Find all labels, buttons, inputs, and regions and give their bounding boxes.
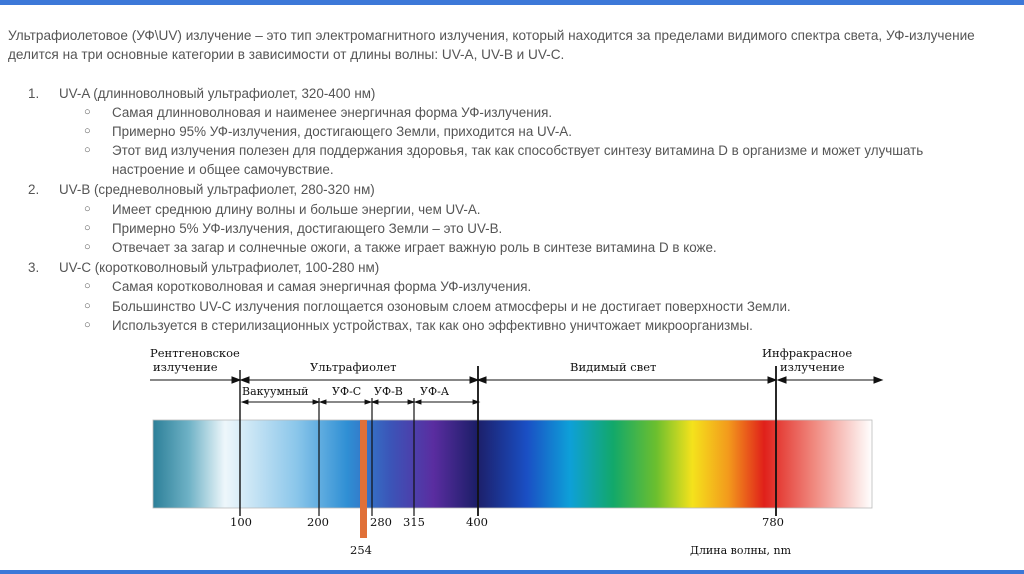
sub-item-text: Примерно 95% УФ-излучения, достигающего Земли, приходится на UV-A. xyxy=(112,124,572,139)
sub-item-text: Большинство UV-C излучения поглощается озоновым слоем атмосферы и не достигает поверхности Земли. xyxy=(112,299,791,314)
bullet-icon: ○ xyxy=(84,203,91,215)
bullet-icon: ○ xyxy=(84,280,91,292)
sub-arrows xyxy=(242,400,479,404)
bullet-icon: ○ xyxy=(84,222,91,234)
bullet-icon: ○ xyxy=(84,144,91,156)
sub-item-text: Имеет среднюю длину волны и больше энергии, чем UV-A. xyxy=(112,202,481,217)
list-number: 3. xyxy=(28,260,40,275)
category-title: UV-C (коротковолновый ультрафиолет, 100-280 нм) xyxy=(59,260,380,275)
marker-254-bar xyxy=(360,420,367,538)
sub-item-text: Этот вид излучения полезен для поддержания здоровья, так как способствует синтезу витамина D в организме и может улучшать настроение и общее самочувствие. xyxy=(112,143,924,177)
label-uvb: УФ-В xyxy=(374,385,403,398)
tick-400: 400 xyxy=(466,515,488,529)
axis-label: Длина волны, nm xyxy=(690,544,792,557)
tick-280: 280 xyxy=(370,515,392,529)
list-number: 1. xyxy=(28,86,40,101)
top-accent-bar xyxy=(0,0,1024,5)
category-title: UV-B (средневолновый ультрафиолет, 280-320 нм) xyxy=(59,182,375,197)
label-ir: Инфракрасное xyxy=(762,346,853,360)
bullet-icon: ○ xyxy=(84,300,91,312)
sub-item-text: Примерно 5% УФ-излучения, достигающего Земли – это UV-B. xyxy=(112,221,503,236)
label-uv: Ультрафиолет xyxy=(310,360,397,374)
bullet-icon: ○ xyxy=(84,125,91,137)
bullet-icon: ○ xyxy=(84,106,91,118)
label-visible: Видимый свет xyxy=(570,360,657,374)
label-uvc: УФ-С xyxy=(332,385,362,398)
bullet-icon: ○ xyxy=(84,319,91,331)
tick-200: 200 xyxy=(307,515,329,529)
label-uva: УФ-А xyxy=(420,385,450,398)
intro-paragraph: Ультрафиолетовое (УФ\UV) излучение – это тип электромагнитного излучения, который находится за пределами видимого спектра света, УФ-излучение делится на три основные категории в зависимости от длины волны: UV-A, UV-B и UV-C. xyxy=(8,28,975,62)
tick-100: 100 xyxy=(230,515,252,529)
tick-780: 780 xyxy=(762,515,784,529)
sub-item-text: Самая длинноволновая и наименее энергичная форма УФ-излучения. xyxy=(112,105,553,120)
sub-item-text: Используется в стерилизационных устройствах, так как оно эффективно уничтожает микроорганизмы. xyxy=(112,318,753,333)
tick-315: 315 xyxy=(403,515,425,529)
category-title: UV-A (длинноволновый ультрафиолет, 320-400 нм) xyxy=(59,86,376,101)
bottom-accent-bar xyxy=(0,570,1024,574)
spectrum-figure xyxy=(150,344,890,570)
sub-item-text: Отвечает за загар и солнечные ожоги, а также играет важную роль в синтезе витамина D в коже. xyxy=(112,240,717,255)
label-xray: Рентгеновское xyxy=(150,346,240,360)
label-ir-2: излучение xyxy=(780,360,845,374)
sub-item-text: Самая коротковолновая и самая энергичная форма УФ-излучения. xyxy=(112,279,532,294)
top-arrows xyxy=(150,377,882,383)
marker-254-label: 254 xyxy=(350,543,372,557)
spectrum-diagram xyxy=(150,344,890,570)
bullet-icon: ○ xyxy=(84,241,91,253)
spectrum-bar xyxy=(153,420,872,508)
label-vacuum: Вакуумный xyxy=(242,385,309,398)
list-number: 2. xyxy=(28,182,40,197)
label-xray-2: излучение xyxy=(153,360,218,374)
